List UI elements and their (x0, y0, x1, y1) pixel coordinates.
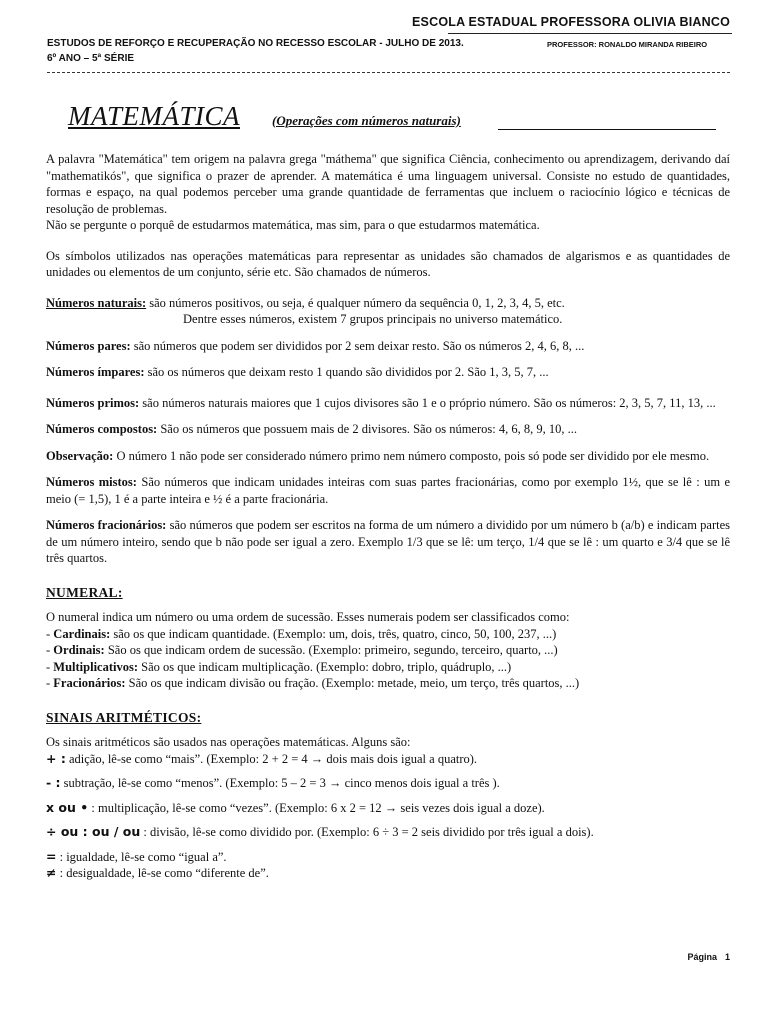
sinal-item-multiplicacao (46, 800, 730, 817)
def-mistos-text: São números que indicam unidades inteiras com suas partes fracionárias, como por exemplo 1½, que se lê : um e meio (= 1,5), 1 é a parte inteira e ½ é a parte fracionária. (46, 475, 730, 506)
sinais-intro: Os sinais aritméticos são usados nas operações matemáticas. Alguns são: (46, 735, 411, 749)
not-equal-symbol: ≠ (46, 865, 57, 880)
header-rule (448, 33, 732, 34)
page-label: Página (687, 952, 717, 962)
def-compostos (46, 421, 730, 438)
def-observacao-term: Observação: (46, 448, 114, 463)
numeral-term: Cardinais: (53, 626, 111, 641)
dashed-separator (47, 72, 730, 73)
page-number (679, 952, 730, 962)
page-title: MATEMÁTICA (68, 101, 240, 131)
def-naturais-text-2: Dentre esses números, existem 7 grupos principais no universo matemático. (183, 312, 563, 326)
page-number-value: 1 (724, 952, 730, 962)
times-symbol: x ou • (46, 799, 89, 815)
sinal-item-desigualdade (46, 865, 730, 882)
numeral-term: Fracionários: (53, 676, 126, 690)
sinal-item-divisao (46, 824, 730, 841)
sinal-item-igualdade (46, 849, 730, 866)
equals-symbol: = (46, 848, 57, 864)
numeral-intro: O numeral indica um número ou uma ordem de sucessão. Esses numerais podem ser classificados como: (46, 610, 570, 624)
def-pares (46, 338, 730, 355)
sinal-text: : desigualdade, lê-se como “diferente de”. (59, 866, 269, 880)
def-naturais-term: Números naturais: (46, 295, 147, 310)
def-fracionarios-term: Números fracionários: (46, 518, 167, 532)
plus-symbol: + : (46, 750, 66, 766)
intro-paragraph-2: Não se pergunte o porquê de estudarmos matemática, mas sim, para o que estudarmos matemática. (46, 218, 540, 232)
numeral-item-fracionarios: - Fracionários: São os que indicam divisão ou fração. (Exemplo: metade, meio, um terço, três quartos, ...) (46, 676, 580, 690)
sinal-text: adição, lê-se como “mais”. (Exemplo: 2 + 2 = 4 → dois mais dois igual a quatro). (68, 751, 478, 766)
numeral-text: São os que indicam ordem de sucessão. (Exemplo: primeiro, segundo, terceiro, quarto, ...) (107, 643, 558, 657)
numeral-text: são os que indicam quantidade. (Exemplo: um, dois, três, quatro, cinco, 50, 100, 237, ...) (113, 626, 557, 641)
def-pares-term: Números pares: (46, 338, 131, 353)
sinal-text: : divisão, lê-se como dividido por. (Exemplo: 6 ÷ 3 = 2 seis dividido por três igual a dois). (143, 825, 594, 839)
numeral-term: Ordinais: (53, 643, 105, 657)
intro-paragraph-3: Os símbolos utilizados nas operações matemáticas para representar as unidades são chamados de algarismos e as quantidades de unidades ou elementos de um conjunto, série etc. São chamados de números. (46, 248, 730, 279)
document-body (46, 151, 730, 882)
grade-label: 6º ANO – 5ª SÉRIE (47, 53, 135, 64)
studies-title: ESTUDOS DE REFORÇO E RECUPERAÇÃO NO RECESSO ESCOLAR - JULHO DE 2013. (47, 38, 464, 49)
def-fracionarios-text: são números que podem ser escritos na forma de um número a dividido por um número b (a/b) e indicam partes de um número inteiro, sendo que b não pode ser igual a zero. Exemplo 1/3 que se lê: um terço, 1/4 que se lê : um quarto e 3/4 que se lê três quartos. (46, 518, 731, 565)
intro-paragraph-1: A palavra "Matemática" tem origem na palavra grega "máthema" que significa Ciência, conhecimento ou aprendizagem, derivando daí "mathematikós", que significa o prazer de aprender. A matemática é uma linguagem universal. Consiste no estudo de quantidades, formas e espaço, na qual podemos perceber uma grande quantidade de ferramentas que incluem o raciocínio lógico e técnicas de resolução de problemas. (46, 152, 730, 216)
def-primos-term: Números primos: (46, 395, 140, 410)
sinal-text: : multiplicação, lê-se como “vezes”. (Exemplo: 6 x 2 = 12 → seis vezes dois igual a doze). (91, 800, 545, 815)
def-naturais (46, 295, 730, 312)
sinal-text: : igualdade, lê-se como “igual a”. (59, 849, 227, 864)
def-compostos-term: Números compostos: (46, 422, 158, 436)
def-impares-term: Números ímpares: (46, 365, 145, 379)
def-mistos-term: Números mistos: (46, 475, 137, 489)
sinal-item-subtracao (46, 775, 730, 792)
def-primos-text: são números naturais maiores que 1 cujos divisores são 1 e o próprio número. São os números: 2, 3, 5, 7, 11, 13, ... (142, 395, 716, 410)
school-name: ESCOLA ESTADUAL PROFESSORA OLIVIA BIANCO (412, 15, 730, 29)
divide-symbol: ÷ ou : ou / ou (46, 824, 141, 839)
def-impares-text: são os números que deixam resto 1 quando são divididos por 2. São 1, 3, 5, 7, ... (147, 365, 549, 379)
numeral-text: São os que indicam divisão ou fração. (Exemplo: metade, meio, um terço, três quartos, ...) (128, 676, 580, 690)
def-naturais-text: são números positivos, ou seja, é qualquer número da sequência 0, 1, 2, 3, 4, 5, etc. (149, 295, 565, 310)
sinais-heading: SINAIS ARITMÉTICOS: (46, 709, 202, 725)
def-observacao-text: O número 1 não pode ser considerado número primo nem número composto, pois só pode ser dividido por ele mesmo. (116, 448, 710, 463)
numeral-item-multiplicativos: - Multiplicativos: São os que indicam multiplicação. (Exemplo: dobro, triplo, quádruplo, ...) (46, 659, 512, 674)
numeral-item-cardinais: - Cardinais: são os que indicam quantidade. (Exemplo: um, dois, três, quatro, cinco, 50, 100, 237, ...) (46, 626, 557, 641)
sinal-item-adicao (46, 751, 730, 768)
professor-name: PROFESSOR: RONALDO MIRANDA RIBEIRO (547, 40, 708, 49)
numeral-heading: NUMERAL: (46, 584, 123, 600)
title-row (68, 101, 716, 133)
def-fracionarios (46, 517, 730, 567)
minus-symbol: - : (46, 775, 61, 790)
def-mistos (46, 474, 730, 507)
sinal-text: subtração, lê-se como “menos”. (Exemplo: 5 – 2 = 3 → cinco menos dois igual a três ). (63, 776, 500, 790)
def-primos (46, 395, 730, 412)
numeral-item-ordinais: - Ordinais: São os que indicam ordem de sucessão. (Exemplo: primeiro, segundo, terceiro, quarto, ...) (46, 643, 558, 657)
page-subtitle: (Operações com números naturais) (272, 113, 461, 128)
def-observacao (46, 448, 730, 465)
def-impares (46, 364, 730, 381)
def-pares-text: são números que podem ser divididos por 2 sem deixar resto. São os números 2, 4, 6, 8, ... (133, 338, 585, 353)
def-compostos-text: São os números que possuem mais de 2 divisores. São os números: 4, 6, 8, 9, 10, ... (160, 422, 577, 436)
numeral-text: São os que indicam multiplicação. (Exemplo: dobro, triplo, quádruplo, ...) (141, 659, 512, 674)
numeral-term: Multiplicativos: (53, 659, 139, 674)
title-underline (498, 129, 716, 130)
